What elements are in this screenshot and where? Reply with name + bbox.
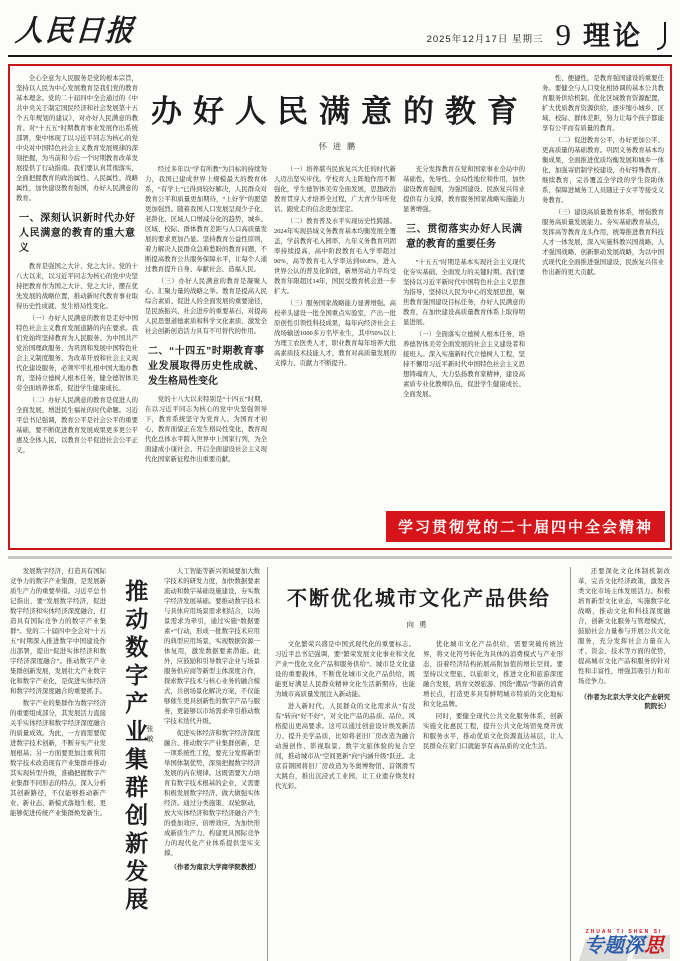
culture-col-c [578,567,670,961]
section-title: 理论 [583,21,643,51]
main-article-col3 [274,165,396,540]
section-heading-3: 三、贯彻落实办好人民满意的教育的重要任务 [406,223,522,250]
paragraph: （一）全面落实立德树人根本任务，培养德智体美劳全面发展的社会主义建设者和接班人。深入实施新时代立德树人工程，坚持不懈用习近平新时代中国特色社会主义思想铸魂育人，大力弘扬教育家精神，建设高素质专业化教师队伍，促进学生健康成长、全面发展。 [403,330,525,398]
paragraph: 全心全意为人民服务是党的根本宗旨，坚持以人民为中心发展教育是我们党的教育基本理念。党的二十届四中全会通过的《中共中央关于制定国民经济和社会发展第十五个五年规划的建议》，对办好人民满意的教育、对“十五五”时期教育事业发展作出系统部署，集中体现了以习近平同志为核心的党中央对中国特色社会主义教育发展规律的深刻把握，为当前和今后一个时期教育改革发展提供了行动指南。我们要认真贯彻落实，全面把握教育的政治属性、人民属性、战略属性，加快建设教育强国，办好人民满意的教育。 [16,75,138,202]
bottom-section [8,567,672,961]
paragraph: （二）办好人民满意的教育是促进人的全面发展、增进民生福祉的时代命题。习近平总书记强调，教育公平是社会公平的重要基础，要不断促进教育发展成果更多更公平惠及全体人民，以教育公平促进社会公平正义。 [16,396,138,454]
paragraph: 优化城市文化产品供给，需要突破传统边界，将文化符号转化为具体的消费模式与产业形态，沿着经济结构拓展高附加值的增长空间。要坚持以文塑旅、以旅彰文，推进文化和旅游深度融合发展，培育文娱旅游、国货“潮品”等新的消费增长点，打造更多具有鲜明城市特质的文化地标和文化品牌。 [423,641,563,708]
article-digital-clusters [10,567,260,961]
paragraph: （二）促进教育公平，办好更加公平、更高质量的基础教育。巩固义务教育基本均衡成果，全面推进优质均衡发展和城乡一体化，加强寄宿制学校建设，办好特殊教育、继续教育，完善覆盖全学段的学生资助体系，保障进城务工人员随迁子女平等接受义务教育。 [542,136,664,204]
paragraph: 发展数字经济，打造具有国际竞争力的数字产业集群，是发展新质生产力的重要举措。习近平总书记指出，要“发展数字经济，促进数字经济和实体经济深度融合，打造具有国际竞争力的数字产业集群”。党的二十届四中全会对“十五五”时期深入推进数字中国建设作出部署，提出“促进实体经济和数字经济深度融合”。推动数字产业集群创新发展，发展壮大产业数字化和数字产业化，是促进实体经济和数字经济深度融合的重要抓手。 [10,568,106,695]
culture-author-credit: （作者为北京大学文化产业研究院院长） [580,693,670,710]
paragraph: 经过多年以“学有所教”为目标的持续努力，我国已建成世界上规模最大的教育体系，“有学上”已得到较好解决，人民群众对教育公平和质量更加期待，“上好学”的愿望更加强烈。随着我国人口发展呈现少子化、老龄化、区域人口增减分化的趋势，城乡、区域、校际、群体教育差距与人口高质量发展的要求更加凸显。坚持教育公益性原则，着力解决人民群众急难愁盼的教育问题，不断提高教育公共服务保障水平，让每个人通过教育提升自身、奉献社会、造福人民。 [145,166,267,273]
main-article-col2 [145,165,267,540]
masthead-rule [8,55,672,57]
feature-badge [578,925,670,961]
paragraph: （三）办好人民满意的教育是凝聚人心、汇聚力量的战略之举。教育是提高人民综合素质、促进人的全面发展的重要途径，是民族振兴、社会进步的重要基石，对提高人民思想道德素质和科学文化素质、激发全社会创新创造活力具有不可替代的作用。 [145,277,267,335]
paragraph: 还要深化文化体制机制改革，完善文化经济政策，激发各类文化市场主体发展活力。积极培育新型文化业态，实施数字化战略，推动文化和科技深度融合，创新文化服务与管理模式，鼓励社会力量参与开展公共文化服务，充分发挥社会力量在人才、资金、技术等方面的优势，提高城市文化产品和服务的针对性和丰富性，增强其吸引力和市场竞争力。 [578,568,670,685]
digital-byline: 张敏 [146,725,154,745]
main-article-box [8,64,672,550]
box-shadow-rule [8,556,672,559]
paragraph: （一）培养堪当民族复兴大任的时代新人迈出坚实步伐。学校育人主阵地作用不断强化，学生德智体美劳全面发展，思想政治教育贯穿人才培养全过程，广大青少年听党话、跟党走的信念更加坚定。 [274,166,396,213]
paragraph: （三）服务国家战略能力显著增强。高校牵头建设一批全国重点实验室，产出一批原创性引领性科技成果，每年向经济社会主战场输送1000多万名毕业生，其中50%以上为理工农医类人才，职业教育每年培养大批高素质技术技能人才，教育对高质量发展的支撑力、贡献力不断提升。 [274,299,396,367]
masthead [8,10,672,53]
paragraph: （二）教育普及水平实现历史性跨越。2024年实现县域义务教育基本均衡发展全覆盖，学前教育毛入园率、九年义务教育巩固率持续提高，高中阶段教育毛入学率超过90%，高等教育毛入学率达到60.8%，进入世界公认的普及化阶段，新增劳动力平均受教育年限超过14年，国民受教育机会进一步扩大。 [274,217,396,295]
column-divider [267,567,268,961]
paragraph: （三）建设高质量教育体系，增强教育服务高质量发展能力。夯实基础教育基点，发挥高等教育龙头作用，统筹推进教育科技人才一体发展，深入实施科教兴国战略、人才强国战略、创新驱动发展战略，为以中国式现代化全面推进强国建设、民族复兴伟业作出新的更大贡献。 [542,208,664,276]
page-number: 9 [555,17,571,52]
main-article-center [145,74,535,540]
paragraph: 促进实体经济和数字经济深度融合、推动数字产业集群创新，是一项系统性工程，要充分发挥新型举国体制优势，深刻把握数字经济发展的内在规律。这既需要大力培育有数字技术根基的企业，又需要积极发展数字经济、做大做强实体经济。通过分类施策、双轮驱动，放大实体经济和数字经济融合产生的叠加效应、倍增效应，为加快形成新质生产力、构建更具国际竞争力的现代化产业体系提供坚实支撑。 [164,729,260,857]
main-article-col1 [16,74,138,540]
paper-logo: 人民日报 [14,13,137,48]
digital-headline-strip [112,567,158,961]
theme-banner: 学习贯彻党的二十届四中全会精神 [386,511,665,542]
column-divider [570,567,571,961]
masthead-right [427,19,666,50]
badge-title [578,935,670,957]
badge-title-blue: 专题深 [584,935,644,957]
issue-date: 2025年12月17日 星期三 [426,34,544,45]
paragraph: 性、便捷性，是教育强国建设的重要任务。要健全与人口变化相协调的基本公共教育服务供给机制，优化区域教育资源配置，扩大优质教育资源供给，逐步缩小城乡、区域、校际、群体差距，努力让每个孩子都能享有公平而有质量的教育。 [542,75,664,132]
main-article-col4 [403,165,525,540]
paragraph: 同时，要健全现代公共文化服务体系，创新实施文化惠民工程，提升公共文化场馆免费开放和服务水平，推动优质文化资源直达基层，让人民群众在家门口就能享有高品质的文化生活。 [423,712,563,750]
main-article-col5 [542,74,664,540]
culture-col-a [275,640,415,961]
paragraph: 数字产业的集群作为数字经济的重要组成部分，其发展活力直接关乎实体经济和数字经济深度融合的质量成效。为此，一方面需要促进数字技术创新，不断夯实产业发展根基；另一方面要更加注重利用数字技术改造现有产业集群并推动其实现转型升级，准确把握数字产业集群不同形态的特点，深入分析其创新路径，不仅能够推动新产业、新业态、新模式落地生根，更能够促进传统产业集群焕发新生。 [10,699,106,817]
main-byline: 怀进鹏 [319,142,361,151]
section-bracket-icon [657,22,666,50]
main-article-center-columns [145,165,535,540]
paragraph: 党的十八大以来特别是“十四五”时期，在以习近平同志为核心的党中央坚强领导下，教育系统坚守为党育人、为国育才初心，教育面貌正在发生格局性变化，教育现代化总体水平跨入世界中上国家行列，为全面建成小康社会、开启全面建设社会主义现代化国家新征程作出重要贡献。 [145,395,267,463]
article-culture-supply [275,567,563,961]
culture-col-b [423,640,563,961]
paragraph: 进入新时代，人民群众的文化需求从“有没有”转向“好不好”，对文化产品的品质、品位、风格提出更高要求。这可以通过创意设计焕发新活力、提升美学品质，比如将老旧厂房改造为融合动漫创作、影视取景、数字文旅体验的复合空间，推动城市从“空间更新”向“内涵升级”跃迁。北京首钢园将旧厂房改造为冬奥博物馆、首钢滑雪大跳台，推出沉浸式工业园，让工业遗存焕发时代光彩。 [275,702,415,790]
digital-headline: 推动数字产业集群创新发展 [122,579,149,915]
digital-col-a [10,567,106,961]
paragraph: （一）办好人民满意的教育是走好中国特色社会主义教育发展道路的内在要求。我们党始终坚持教育为人民服务、为中国共产党治国理政服务、为巩固和发展中国特色社会主义制度服务、为改革开放和社会主义现代化建设服务，必须牢牢扎根中国大地办教育，坚持立德树人根本任务，健全德智体美劳全面培养体系，促进学生健康成长。 [16,314,138,392]
section-heading-1: 一、深刻认识新时代办好人民满意的教育的重大意义 [19,212,135,254]
badge-content [578,929,670,957]
culture-headline: 不断优化城市文化产品供给 [287,586,551,610]
paragraph: 人工智能等新兴领域要加大数字技术的研发力度，加快数据要素流动和数字基础设施建设，夯实数字经济发展基础。要推动数字技术与具体应用场景需求相结合，以场景需求为牵引，通过实施“数据要素×”行动，形成一批数字技术应用的典型应用场景，实现数据资源一体复用，激发数据要素潜能。此外，应鼓励和引导数字企业与场景服务供应商等新型主体深度合作，探索数字技术与核心业务的融合模式，共创场景化解决方案，不仅能够催生更具创新性的数字产品与服务，更能够以市场需求牵引推动数字技术迭代升级。 [164,568,260,725]
badge-pinyin: ZHUAN TI SHEN SI [585,929,663,935]
badge-title-red: 思 [644,935,664,957]
paragraph: 充分发挥教育在党和国家事业全局中的基础性、先导性、全局性地位和作用，加快建设教育强国，为强国建设、民族复兴伟业提供有力支撑，教育服务国家战略实施能力显著增强。 [403,166,525,213]
culture-byline: 向勇 [406,620,432,629]
section-heading-2: 二、“十四五”时期教育事业发展取得历史性成就、发生格局性变化 [148,345,264,387]
paragraph: 文化繁荣兴盛是中国式现代化的重要标志。习近平总书记强调，要“繁荣发展文化事业和文化产业”“优化文化产品和服务供给”。城市是文化建设的重要载体，不断优化城市文化产品供给，既能更好满足人民群众精神文化生活新期待，也能为城市高质量发展注入新动能。 [275,641,415,698]
main-headline: 办好人民满意的教育 [151,94,529,129]
digital-col-b [164,567,260,961]
paragraph: “十五五”时期是基本实现社会主义现代化夯实基础、全面发力的关键时期。我们要坚持以习近平新时代中国特色社会主义思想为指导，坚持以人民为中心的发展思想，聚焦教育强国建设目标任务，办好人民满意的教育，在加快建设高质量教育体系上取得明显进展。 [403,258,525,326]
paragraph: 教育是强国之大计、党之大计。党的十八大以来，以习近平同志为核心的党中央坚持把教育作为国之大计、党之大计，摆在优先发展的战略位置，推动新时代教育事业取得历史性成就、发生格局性变化。 [16,262,138,310]
digital-author-credit: （作者为南京大学商学院教授） [170,863,260,871]
culture-columns [275,640,563,961]
